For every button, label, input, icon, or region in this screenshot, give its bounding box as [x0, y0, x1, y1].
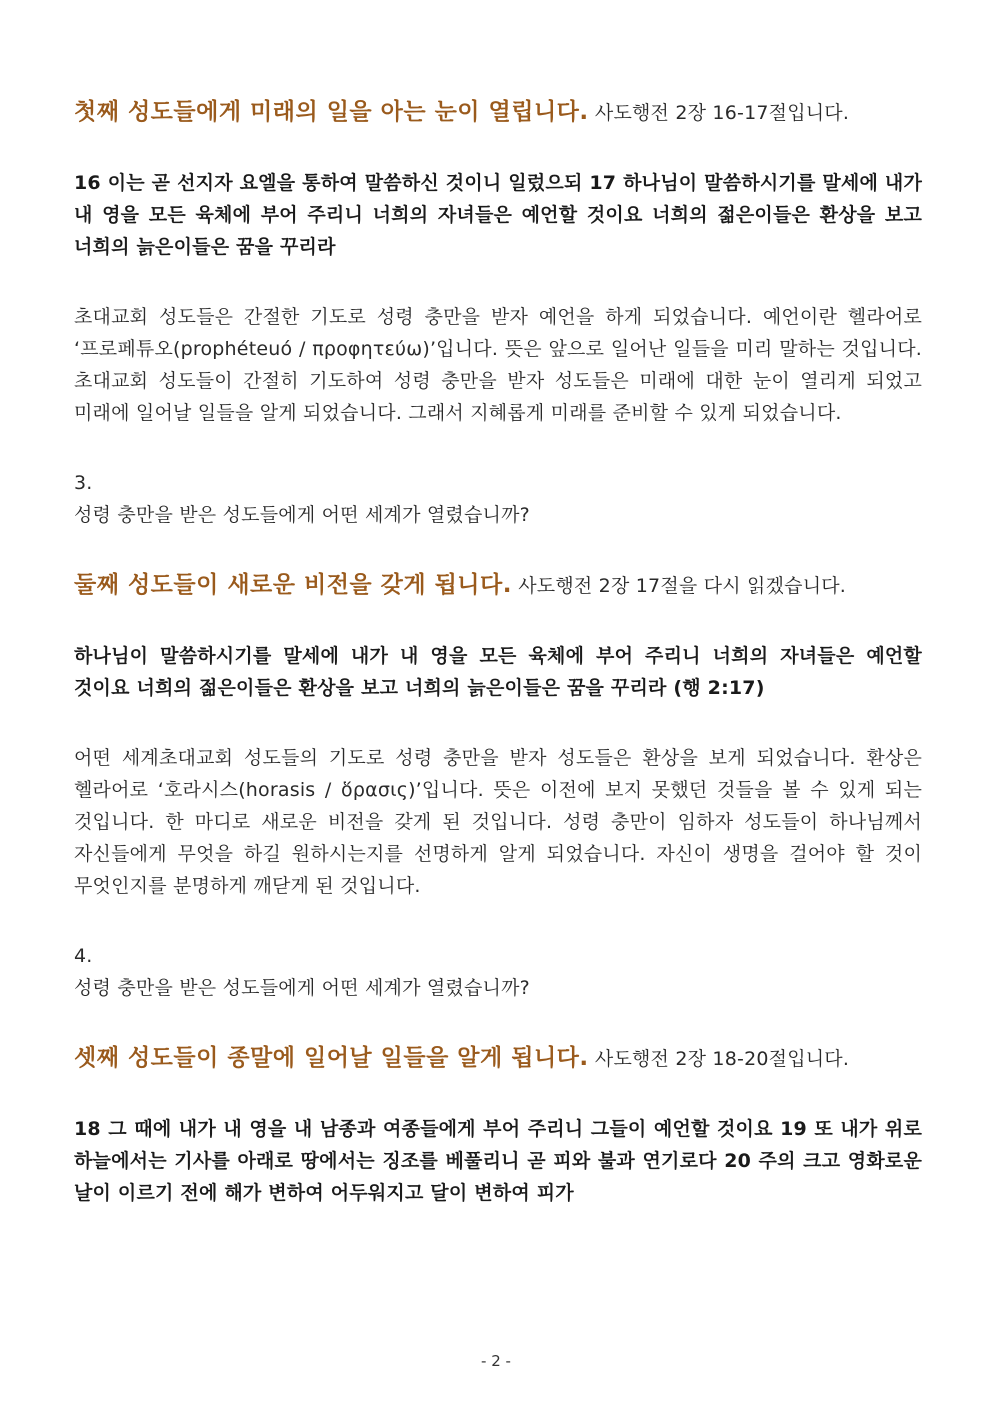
question-4-text: 성령 충만을 받은 성도들에게 어떤 세계가 열렸습니까?	[74, 977, 530, 999]
verse-3-quote: 18 그 때에 내가 내 영을 내 남종과 여종들에게 부어 주리니 그들이 예언할 것이요 19 또 내가 위로 하늘에서는 기사를 아래로 땅에서는 징조를 베풀리니 곧 피와 불과 연기로다 20 주의 크고 영화로운 날이 이르기 전에 해가 변하여 어두워지고 달이 변하여 피가	[74, 1118, 922, 1204]
section-3-heading: 셋째 성도들이 종말에 일어날 일들을 알게 됩니다.	[74, 1045, 589, 1071]
section-1-reference: 사도행전 2장 16-17절입니다.	[588, 102, 850, 124]
document-page	[74, 96, 922, 1209]
explanation-2: 어떤 세계초대교회 성도들의 기도로 성령 충만을 받자 성도들은 환상을 보게 되었습니다. 환상은 헬라어로 ‘호라시스(horasis / ὅρασις)’입니다. 뜻은 이전에 보지 못했던 것들을 볼 수 있게 되는 것입니다. 한 마디로 새로운 비전을 갖게 된 것입니다. 성령 충만이 임하자 성도들이 하나님께서 자신들에게 무엇을 하길 원하시는지를 선명하게 알게 되었습니다. 자신이 생명을 걸어야 할 것이 무엇인지를 분명하게 깨닫게 된 것입니다.	[74, 747, 922, 897]
section-1-paragraph	[74, 96, 922, 129]
verse-2-quote: 하나님이 말씀하시기를 말세에 내가 내 영을 모든 육체에 부어 주리니 너희의 자녀들은 예언할 것이요 너희의 젊은이들은 환상을 보고 너희의 늙은이들은 꿈을 꾸리라 (행 2:17)	[74, 645, 922, 699]
page-number: - 2 -	[481, 1352, 511, 1370]
explanation-1: 초대교회 성도들은 간절한 기도로 성령 충만을 받자 예언을 하게 되었습니다. 예언이란 헬라어로 ‘프로페튜오(prophéteuó / προφητεύω)’입니다. 뜻은 앞으로 일어난 일들을 미리 말하는 것입니다. 초대교회 성도들이 간절히 기도하여 성령 충만을 받자 성도들은 미래에 대한 눈이 열리게 되었고 미래에 일어날 일들을 알게 되었습니다. 그래서 지혜롭게 미래를 준비할 수 있게 되었습니다.	[74, 306, 922, 424]
section-2-paragraph	[74, 569, 922, 602]
section-3-reference: 사도행전 2장 18-20절입니다.	[588, 1048, 850, 1070]
question-3-text: 성령 충만을 받은 성도들에게 어떤 세계가 열렸습니까?	[74, 504, 530, 526]
question-4-number: 4.	[74, 945, 93, 967]
section-2-heading: 둘째 성도들이 새로운 비전을 갖게 됩니다.	[74, 572, 512, 598]
section-3-paragraph	[74, 1042, 922, 1075]
question-3-number: 3.	[74, 472, 93, 494]
section-2-reference: 사도행전 2장 17절을 다시 읽겠습니다.	[511, 575, 847, 597]
verse-1-quote: 16 이는 곧 선지자 요엘을 통하여 말씀하신 것이니 일렀으되 17 하나님이 말씀하시기를 말세에 내가 내 영을 모든 육체에 부어 주리니 너희의 자녀들은 예언할 것이요 너희의 젊은이들은 환상을 보고 너희의 늙은이들은 꿈을 꾸리라	[74, 172, 922, 258]
section-1-heading: 첫째 성도들에게 미래의 일을 아는 눈이 열립니다.	[74, 99, 589, 125]
